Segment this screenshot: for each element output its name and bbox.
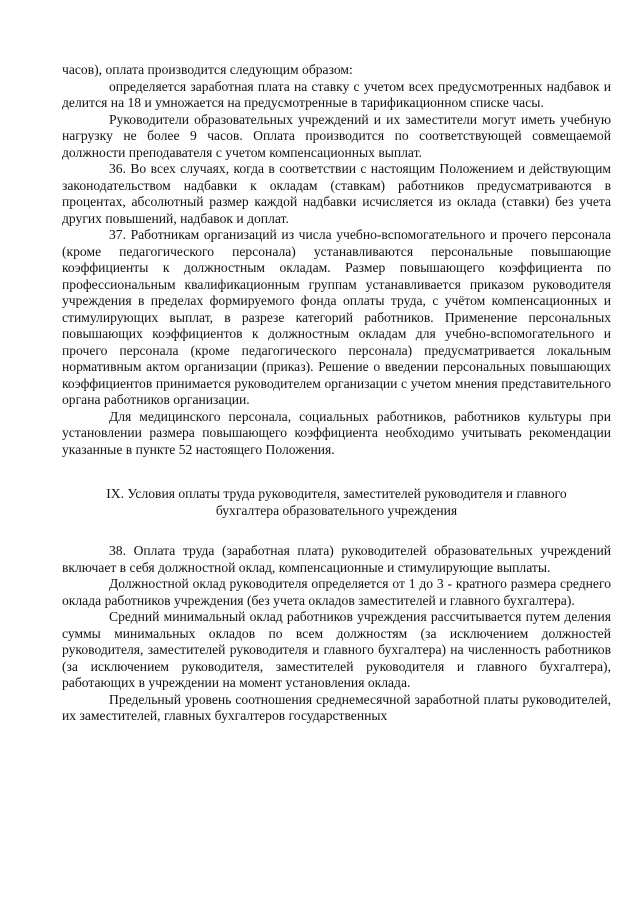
paragraph-salary-calculation: определяется заработная плата на ставку с учетом всех предусмотренных надбавок и делится на 18 и умножается на предусмотренные в тарификационном списке часы. bbox=[62, 78, 611, 110]
paragraph-average-salary: Средний минимальный оклад работников учреждения рассчитывается путем деления суммы минимальных окладов по всем должностям (за исключением должностей руководителя, заместителей руководителя и главного бухгалтера) на численность работников (за исключением руководителя, заместителей руководителя и главного бухгалтера), работающих в учреждении на момент установления оклада. bbox=[62, 609, 611, 690]
section-heading-line-1: IX. Условия оплаты труда руководителя, заместителей руководителя и главного bbox=[106, 486, 567, 501]
section-heading-ix bbox=[62, 486, 611, 519]
document-page bbox=[62, 62, 611, 725]
paragraph-clause-38: 38. Оплата труда (заработная плата) руководителей образовательных учреждений включает в себя должностной оклад, компенсационные и стимулирующие выплаты. bbox=[62, 543, 611, 575]
paragraph-salary-ratio: Предельный уровень соотношения среднемесячной заработной платы руководителей, их заместителей, главных бухгалтеров государственных bbox=[62, 691, 611, 723]
paragraph-continuation: часов), оплата производится следующим образом: bbox=[62, 62, 353, 77]
paragraph-teaching-load: Руководители образовательных учреждений и их заместители могут иметь учебную нагрузку не более 9 часов. Оплата производится по соответствующей совмещаемой должности преподавателя с учетом компенсационных выплат. bbox=[62, 111, 611, 160]
paragraph-director-salary: Должностной оклад руководителя определяется от 1 до 3 - кратного размера среднего оклада работников учреждения (без учета окладов заместителей и главного бухгалтера). bbox=[62, 576, 611, 608]
paragraph-clause-36: 36. Во всех случаях, когда в соответствии с настоящим Положением и действующим законодательством надбавки к окладам (ставкам) работников предусматриваются в процентах, абсолютный размер каждой надбавки исчисляется из оклада (ставки) без учета других повышений, надбавок и доплат. bbox=[62, 161, 611, 226]
section-heading-line-2: бухгалтера образовательного учреждения bbox=[215, 502, 458, 518]
paragraph-clause-37: 37. Работникам организаций из числа учебно-вспомогательного и прочего персонала (кроме педагогического персонала) устанавливаются персональные повышающие коэффициенты к должностным окладам. Размер повышающего коэффициента по профессиональным квалификационным группам устанавливается приказом руководителя учреждения в пределах формируемого фонда оплаты труда, с учётом компенсационных и стимулирующих выплат, в разрезе категорий работников. Применение персональных повышающих коэффициентов к должностным окладам для учебно-вспомогательного и прочего персонала (кроме педагогического персонала) предусматривается локальным нормативным актом организации (приказ). Решение о введении персональных повышающих коэффициентов принимается руководителем организации с учетом мнения представительного органа работников организации. bbox=[62, 227, 611, 407]
paragraph-medical-staff: Для медицинского персонала, социальных работников, работников культуры при установлении размера повышающего коэффициента необходимо учитывать рекомендации указанные в пункте 52 настоящего Положения. bbox=[62, 408, 611, 457]
